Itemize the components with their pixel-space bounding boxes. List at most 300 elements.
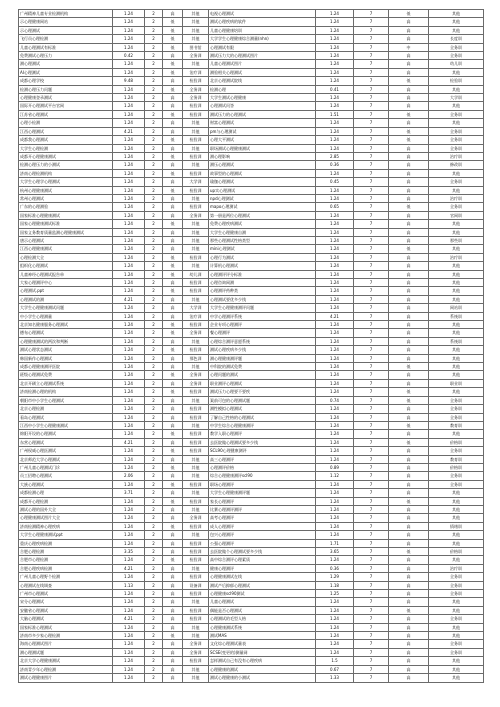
value-a-cell: 1.24 bbox=[113, 110, 145, 118]
count-b-cell: 7 bbox=[354, 514, 389, 522]
keyword-cell: 心理健康登录测试 bbox=[19, 94, 113, 102]
level-a-cell: 低 bbox=[163, 60, 183, 68]
value-b-cell: 1.24 bbox=[316, 379, 354, 387]
related-keyword-cell: 中科院的测试免费 bbox=[209, 363, 316, 371]
type-b-cell: 全务训 bbox=[429, 43, 484, 51]
value-b-cell: 0.36 bbox=[316, 564, 354, 572]
type-b-cell: 其他 bbox=[429, 321, 484, 329]
value-b-cell: 1.24 bbox=[316, 598, 354, 606]
table-row bbox=[19, 480, 484, 488]
value-b-cell: 1.5 bbox=[316, 657, 354, 665]
level-b-cell: 高 bbox=[389, 253, 429, 261]
value-a-cell: 1.24 bbox=[113, 304, 145, 312]
value-b-cell: 1.24 bbox=[316, 329, 354, 337]
value-a-cell: 1.24 bbox=[113, 480, 145, 488]
value-b-cell: 1.29 bbox=[316, 573, 354, 581]
type-b-cell: 全务训 bbox=[429, 640, 484, 648]
level-a-cell: 高 bbox=[163, 455, 183, 463]
related-keyword-cell: 测心理影响 bbox=[209, 152, 316, 160]
keyword-cell: 大学生心理健康测试ppt bbox=[19, 531, 113, 539]
level-a-cell: 高 bbox=[163, 674, 183, 682]
table-row bbox=[19, 295, 484, 303]
type-a-cell: 检验训 bbox=[183, 430, 209, 438]
type-b-cell: 其他 bbox=[429, 665, 484, 673]
value-b-cell: 1.24 bbox=[316, 68, 354, 76]
table-row bbox=[19, 463, 484, 471]
keyword-cell: 员工招聘心理测试 bbox=[19, 472, 113, 480]
level-b-cell: 高 bbox=[389, 489, 429, 497]
type-b-cell: 治疗训 bbox=[429, 253, 484, 261]
level-a-cell: 低 bbox=[163, 253, 183, 261]
keyword-cell: 成都我心理测试 bbox=[19, 136, 113, 144]
type-b-cell: 其他 bbox=[429, 102, 484, 110]
value-b-cell: 1.24 bbox=[316, 102, 354, 110]
value-a-cell: 1.24 bbox=[113, 262, 145, 270]
level-b-cell: 高 bbox=[389, 270, 429, 278]
level-a-cell: 高 bbox=[163, 564, 183, 572]
value-b-cell: 1.24 bbox=[316, 287, 354, 295]
level-b-cell: 低 bbox=[389, 388, 429, 396]
count-a-cell: 2 bbox=[145, 581, 163, 589]
type-b-cell: 其他 bbox=[429, 68, 484, 76]
related-keyword-cell: 大学生心理健康自测 bbox=[209, 228, 316, 236]
count-a-cell: 2 bbox=[145, 522, 163, 530]
level-b-cell: 高 bbox=[389, 102, 429, 110]
keyword-cell: 宋分心理测试 bbox=[19, 598, 113, 606]
level-a-cell: 高 bbox=[163, 211, 183, 219]
keyword-cell: 成都检测心理 bbox=[19, 489, 113, 497]
type-b-cell: 其他 bbox=[429, 514, 484, 522]
level-a-cell: 低 bbox=[163, 632, 183, 640]
related-keyword-cell: 大学生心理健康测评题 bbox=[209, 489, 316, 497]
table-row bbox=[19, 77, 484, 85]
type-a-cell: 其他 bbox=[183, 632, 209, 640]
count-a-cell: 2 bbox=[145, 26, 163, 34]
count-a-cell: 2 bbox=[145, 136, 163, 144]
value-b-cell: 1.24 bbox=[316, 270, 354, 278]
type-b-cell: 其他 bbox=[429, 489, 484, 497]
count-b-cell: 7 bbox=[354, 18, 389, 26]
keyword-cell: 成都心理健康测评医院 bbox=[19, 363, 113, 371]
level-b-cell: 高 bbox=[389, 337, 429, 345]
related-keyword-cell: 心理综合测评意愿系统 bbox=[209, 337, 316, 345]
type-a-cell: 其他 bbox=[183, 463, 209, 471]
value-a-cell: 1.24 bbox=[113, 665, 145, 673]
level-b-cell: 高 bbox=[389, 236, 429, 244]
count-b-cell: 7 bbox=[354, 35, 389, 43]
value-b-cell: 1.24 bbox=[316, 169, 354, 177]
type-b-cell: 全务训 bbox=[429, 396, 484, 404]
related-keyword-cell: mapo心理测试 bbox=[209, 203, 316, 211]
count-a-cell: 2 bbox=[145, 564, 163, 572]
type-a-cell: 检验训 bbox=[183, 405, 209, 413]
count-b-cell: 7 bbox=[354, 270, 389, 278]
value-a-cell: 2.06 bbox=[113, 472, 145, 480]
count-a-cell: 2 bbox=[145, 85, 163, 93]
count-a-cell: 2 bbox=[145, 354, 163, 362]
value-b-cell: 1.24 bbox=[316, 279, 354, 287]
related-keyword-cell: npd心理测试 bbox=[209, 194, 316, 202]
value-a-cell: 1.24 bbox=[113, 556, 145, 564]
table-row bbox=[19, 279, 484, 287]
level-a-cell: 高 bbox=[163, 203, 183, 211]
value-a-cell: 1.24 bbox=[113, 169, 145, 177]
count-b-cell: 7 bbox=[354, 245, 389, 253]
type-b-cell: 全务训 bbox=[429, 136, 484, 144]
table-row bbox=[19, 539, 484, 547]
level-b-cell: 高 bbox=[389, 564, 429, 572]
count-a-cell: 2 bbox=[145, 539, 163, 547]
count-a-cell: 2 bbox=[145, 590, 163, 598]
type-a-cell: 检验训 bbox=[183, 110, 209, 118]
count-b-cell: 7 bbox=[354, 388, 389, 396]
value-b-cell: 1.24 bbox=[316, 363, 354, 371]
count-a-cell: 2 bbox=[145, 388, 163, 396]
type-a-cell: 检验训 bbox=[183, 287, 209, 295]
table-row bbox=[19, 312, 484, 320]
value-b-cell: 1.24 bbox=[316, 194, 354, 202]
related-keyword-cell: 心理测试要优多少钱 bbox=[209, 295, 316, 303]
count-a-cell: 2 bbox=[145, 253, 163, 261]
value-b-cell: 1.24 bbox=[316, 413, 354, 421]
count-a-cell: 2 bbox=[145, 531, 163, 539]
value-b-cell: 1.24 bbox=[316, 421, 354, 429]
table-row bbox=[19, 648, 484, 656]
value-b-cell: 1.24 bbox=[316, 52, 354, 60]
count-b-cell: 7 bbox=[354, 371, 389, 379]
related-keyword-cell: 心理行为测试 bbox=[209, 253, 316, 261]
type-b-cell: 官网训 bbox=[429, 211, 484, 219]
value-b-cell: 1.24 bbox=[316, 304, 354, 312]
related-keyword-cell: 家长心理测评 bbox=[209, 497, 316, 505]
level-b-cell: 高 bbox=[389, 413, 429, 421]
related-keyword-cell: 电视心理测试 bbox=[209, 10, 316, 18]
keyword-cell: 北京大学心理健康测试 bbox=[19, 657, 113, 665]
type-a-cell: 图书馆 bbox=[183, 43, 209, 51]
type-a-cell: 检验训 bbox=[183, 346, 209, 354]
related-keyword-cell: 测试压力的心理测试 bbox=[209, 110, 316, 118]
count-b-cell: 7 bbox=[354, 295, 389, 303]
table-row bbox=[19, 169, 484, 177]
count-b-cell: 7 bbox=[354, 186, 389, 194]
type-a-cell: 设备训 bbox=[183, 581, 209, 589]
table-row bbox=[19, 623, 484, 631]
count-a-cell: 2 bbox=[145, 228, 163, 236]
value-a-cell: 9.48 bbox=[113, 77, 145, 85]
level-a-cell: 低 bbox=[163, 287, 183, 295]
level-a-cell: 高 bbox=[163, 665, 183, 673]
level-a-cell: 高 bbox=[163, 590, 183, 598]
table-row bbox=[19, 10, 484, 18]
level-b-cell: 低 bbox=[389, 110, 429, 118]
related-keyword-cell: 财富心理测试 bbox=[209, 119, 316, 127]
type-a-cell: 检验训 bbox=[183, 413, 209, 421]
table-row bbox=[19, 337, 484, 345]
type-b-cell: 全务训 bbox=[429, 447, 484, 455]
type-b-cell: 其他 bbox=[429, 18, 484, 26]
keyword-cell: 儿童神经心理测试报告单 bbox=[19, 270, 113, 278]
count-a-cell: 2 bbox=[145, 371, 163, 379]
value-a-cell: 1.24 bbox=[113, 522, 145, 530]
count-a-cell: 2 bbox=[145, 102, 163, 110]
count-b-cell: 7 bbox=[354, 329, 389, 337]
type-a-cell: 其他 bbox=[183, 564, 209, 572]
related-keyword-cell: 测试心理疾病多少钱 bbox=[209, 346, 316, 354]
level-b-cell: 高 bbox=[389, 18, 429, 26]
value-b-cell: 0.41 bbox=[316, 85, 354, 93]
related-keyword-cell: 餐心理测评 bbox=[209, 329, 316, 337]
type-a-cell: 检验训 bbox=[183, 136, 209, 144]
level-b-cell: 高 bbox=[389, 144, 429, 152]
value-b-cell: 1.24 bbox=[316, 43, 354, 51]
count-b-cell: 7 bbox=[354, 253, 389, 261]
level-b-cell: 高 bbox=[389, 119, 429, 127]
keyword-cell: 成都心理学校 bbox=[19, 77, 113, 85]
type-a-cell: 治疗训 bbox=[183, 312, 209, 320]
related-keyword-cell: 心理测试的毛型人格 bbox=[209, 615, 316, 623]
level-a-cell: 高 bbox=[163, 178, 183, 186]
related-keyword-cell: 测试压力大的心理测试图片 bbox=[209, 52, 316, 60]
level-a-cell: 高 bbox=[163, 337, 183, 345]
related-keyword-cell: 那些心理测试性格类型 bbox=[209, 236, 316, 244]
count-a-cell: 2 bbox=[145, 194, 163, 202]
level-b-cell: 高 bbox=[389, 228, 429, 236]
value-b-cell: 1.24 bbox=[316, 253, 354, 261]
count-b-cell: 7 bbox=[354, 674, 389, 682]
level-b-cell: 高 bbox=[389, 463, 429, 471]
keyword-cell: 德布心理测试 bbox=[19, 329, 113, 337]
count-a-cell: 2 bbox=[145, 640, 163, 648]
table-row bbox=[19, 396, 484, 404]
value-b-cell: 1.24 bbox=[316, 337, 354, 345]
value-a-cell: 1.24 bbox=[113, 203, 145, 211]
value-b-cell: 1.24 bbox=[316, 346, 354, 354]
value-b-cell: 1.51 bbox=[316, 110, 354, 118]
value-a-cell: 4.21 bbox=[113, 564, 145, 572]
value-a-cell: 1.24 bbox=[113, 68, 145, 76]
related-keyword-cell: 测性模拟心理测试 bbox=[209, 405, 316, 413]
level-b-cell: 低 bbox=[389, 497, 429, 505]
level-b-cell: 高 bbox=[389, 665, 429, 673]
count-a-cell: 2 bbox=[145, 77, 163, 85]
count-b-cell: 7 bbox=[354, 405, 389, 413]
type-b-cell: 其他 bbox=[429, 354, 484, 362]
count-a-cell: 2 bbox=[145, 220, 163, 228]
keyword-cell: 唐示心理测试 bbox=[19, 236, 113, 244]
related-keyword-cell: 大学学生心理健康综合测量(nhn) bbox=[209, 35, 316, 43]
table-row bbox=[19, 665, 484, 673]
count-b-cell: 7 bbox=[354, 279, 389, 287]
type-a-cell: 其他 bbox=[183, 665, 209, 673]
related-keyword-cell: 案前可包的心理测试题 bbox=[209, 396, 316, 404]
count-a-cell: 2 bbox=[145, 35, 163, 43]
type-b-cell: 教育训 bbox=[429, 455, 484, 463]
table-row bbox=[19, 60, 484, 68]
value-b-cell: 2.85 bbox=[316, 152, 354, 160]
value-a-cell: 1.24 bbox=[113, 648, 145, 656]
related-keyword-cell: 测验相关心理测试 bbox=[209, 68, 316, 76]
count-a-cell: 2 bbox=[145, 430, 163, 438]
related-keyword-cell: 心理健康测试在线 bbox=[209, 573, 316, 581]
type-b-cell: 其他 bbox=[429, 556, 484, 564]
table-row bbox=[19, 447, 484, 455]
type-a-cell: 检验训 bbox=[183, 321, 209, 329]
keyword-cell: 国家义务教育质量监测心理健康测试 bbox=[19, 228, 113, 236]
related-keyword-cell: 测试MAS bbox=[209, 632, 316, 640]
count-a-cell: 2 bbox=[145, 245, 163, 253]
related-keyword-cell: 免费心理疾病测试 bbox=[209, 220, 316, 228]
value-b-cell: 1.24 bbox=[316, 228, 354, 236]
table-row bbox=[19, 18, 484, 26]
level-a-cell: 高 bbox=[163, 472, 183, 480]
table-row bbox=[19, 144, 484, 152]
related-keyword-cell: 心理健康测试系统 bbox=[209, 623, 316, 631]
count-a-cell: 2 bbox=[145, 119, 163, 127]
keyword-cell: 安徽省心理测试 bbox=[19, 606, 113, 614]
type-a-cell: 检验训 bbox=[183, 279, 209, 287]
level-a-cell: 高 bbox=[163, 228, 183, 236]
type-b-cell: 系统训 bbox=[429, 312, 484, 320]
count-b-cell: 7 bbox=[354, 657, 389, 665]
table-row bbox=[19, 220, 484, 228]
count-a-cell: 2 bbox=[145, 556, 163, 564]
related-keyword-cell: 职场测试心理健康测试 bbox=[209, 144, 316, 152]
level-a-cell: 高 bbox=[163, 640, 183, 648]
value-b-cell: 0.36 bbox=[316, 161, 354, 169]
type-b-cell: 其他 bbox=[429, 371, 484, 379]
table-row bbox=[19, 228, 484, 236]
value-a-cell: 1.24 bbox=[113, 194, 145, 202]
value-b-cell: 1.24 bbox=[316, 505, 354, 513]
table-row bbox=[19, 657, 484, 665]
keyword-cell: 大学生心理检测 bbox=[19, 144, 113, 152]
value-a-cell: 1.24 bbox=[113, 178, 145, 186]
type-a-cell: 幼儿训 bbox=[183, 270, 209, 278]
level-a-cell: 高 bbox=[163, 573, 183, 581]
type-a-cell: 其他 bbox=[183, 674, 209, 682]
count-b-cell: 7 bbox=[354, 85, 389, 93]
keyword-cell: 成都开心理检测 bbox=[19, 497, 113, 505]
count-a-cell: 2 bbox=[145, 674, 163, 682]
type-b-cell: 全务训 bbox=[429, 590, 484, 598]
count-b-cell: 7 bbox=[354, 77, 389, 85]
level-b-cell: 高 bbox=[389, 573, 429, 581]
value-a-cell: 1.24 bbox=[113, 379, 145, 387]
related-keyword-cell: 测心理健康测评题 bbox=[209, 354, 316, 362]
related-keyword-cell: 文化综心理测试量表 bbox=[209, 640, 316, 648]
table-row bbox=[19, 640, 484, 648]
keyword-cell: 大家心理测评中心 bbox=[19, 279, 113, 287]
table-row bbox=[19, 505, 484, 513]
value-a-cell: 1.24 bbox=[113, 136, 145, 144]
value-b-cell: 1.24 bbox=[316, 489, 354, 497]
type-a-cell: 检验训 bbox=[183, 77, 209, 85]
count-a-cell: 2 bbox=[145, 304, 163, 312]
keyword-cell: 广东的心理测验 bbox=[19, 203, 113, 211]
level-b-cell: 高 bbox=[389, 346, 429, 354]
type-a-cell: 检验训 bbox=[183, 522, 209, 530]
type-b-cell: 全务训 bbox=[429, 405, 484, 413]
count-a-cell: 2 bbox=[145, 665, 163, 673]
count-a-cell: 2 bbox=[145, 10, 163, 18]
value-a-cell: 1.24 bbox=[113, 245, 145, 253]
table-row bbox=[19, 262, 484, 270]
related-keyword-cell: 高考心理测评 bbox=[209, 514, 316, 522]
level-a-cell: 低 bbox=[163, 152, 183, 160]
keyword-cell: 济南青少年心理检测 bbox=[19, 665, 113, 673]
keyword-cell: 心理测试.ppt bbox=[19, 287, 113, 295]
level-b-cell: 高 bbox=[389, 539, 429, 547]
value-b-cell: 1.24 bbox=[316, 295, 354, 303]
level-a-cell: 低 bbox=[163, 346, 183, 354]
type-a-cell: 其他 bbox=[183, 363, 209, 371]
count-a-cell: 2 bbox=[145, 657, 163, 665]
table-row bbox=[19, 102, 484, 110]
related-keyword-cell: 偶能是否心理测试 bbox=[209, 606, 316, 614]
level-a-cell: 低 bbox=[163, 497, 183, 505]
value-a-cell: 1.24 bbox=[113, 573, 145, 581]
count-b-cell: 7 bbox=[354, 548, 389, 556]
keyword-cell: 心理健康测试图片大全 bbox=[19, 514, 113, 522]
type-b-cell: 其他 bbox=[429, 10, 484, 18]
level-b-cell: 高 bbox=[389, 262, 429, 270]
level-a-cell: 高 bbox=[163, 102, 183, 110]
keyword-cell: 心理测试在线调查 bbox=[19, 581, 113, 589]
type-b-cell: 其他 bbox=[429, 287, 484, 295]
table-row bbox=[19, 615, 484, 623]
keyword-cell: 广州精神儿童专业检测机构 bbox=[19, 10, 113, 18]
type-a-cell: 其他 bbox=[183, 144, 209, 152]
count-a-cell: 2 bbox=[145, 632, 163, 640]
type-a-cell: 其他 bbox=[183, 623, 209, 631]
related-keyword-cell: up实心理测试 bbox=[209, 186, 316, 194]
value-a-cell: 1.24 bbox=[113, 35, 145, 43]
level-a-cell: 高 bbox=[163, 531, 183, 539]
table-row bbox=[19, 211, 484, 219]
value-a-cell: 1.24 bbox=[113, 43, 145, 51]
level-a-cell: 高 bbox=[163, 438, 183, 446]
value-b-cell: 1.24 bbox=[316, 438, 354, 446]
type-a-cell: 检验训 bbox=[183, 497, 209, 505]
level-b-cell: 高 bbox=[389, 304, 429, 312]
level-b-cell: 高 bbox=[389, 556, 429, 564]
keyword-cell: 测试心理的国外大全 bbox=[19, 505, 113, 513]
value-a-cell: 1.24 bbox=[113, 253, 145, 261]
table-row bbox=[19, 371, 484, 379]
count-a-cell: 2 bbox=[145, 186, 163, 194]
level-b-cell: 高 bbox=[389, 447, 429, 455]
count-b-cell: 7 bbox=[354, 463, 389, 471]
level-a-cell: 低 bbox=[163, 35, 183, 43]
keyword-cell: 国家标准心理健康测试 bbox=[19, 211, 113, 219]
value-a-cell: 1.24 bbox=[113, 94, 145, 102]
value-a-cell: 1.24 bbox=[113, 421, 145, 429]
level-a-cell: 高 bbox=[163, 161, 183, 169]
count-a-cell: 2 bbox=[145, 606, 163, 614]
keyword-cell: 国家心理健康测试标准 bbox=[19, 220, 113, 228]
table-row bbox=[19, 52, 484, 60]
type-a-cell: 其他 bbox=[183, 236, 209, 244]
value-b-cell: 1.24 bbox=[316, 632, 354, 640]
related-keyword-cell: 大学生心理健康测评问题 bbox=[209, 304, 316, 312]
value-b-cell: 0.45 bbox=[316, 178, 354, 186]
type-a-cell: 其他 bbox=[183, 161, 209, 169]
count-b-cell: 7 bbox=[354, 110, 389, 118]
count-b-cell: 7 bbox=[354, 489, 389, 497]
level-a-cell: 低 bbox=[163, 329, 183, 337]
type-a-cell: 检验训 bbox=[183, 186, 209, 194]
level-b-cell: 高 bbox=[389, 590, 429, 598]
